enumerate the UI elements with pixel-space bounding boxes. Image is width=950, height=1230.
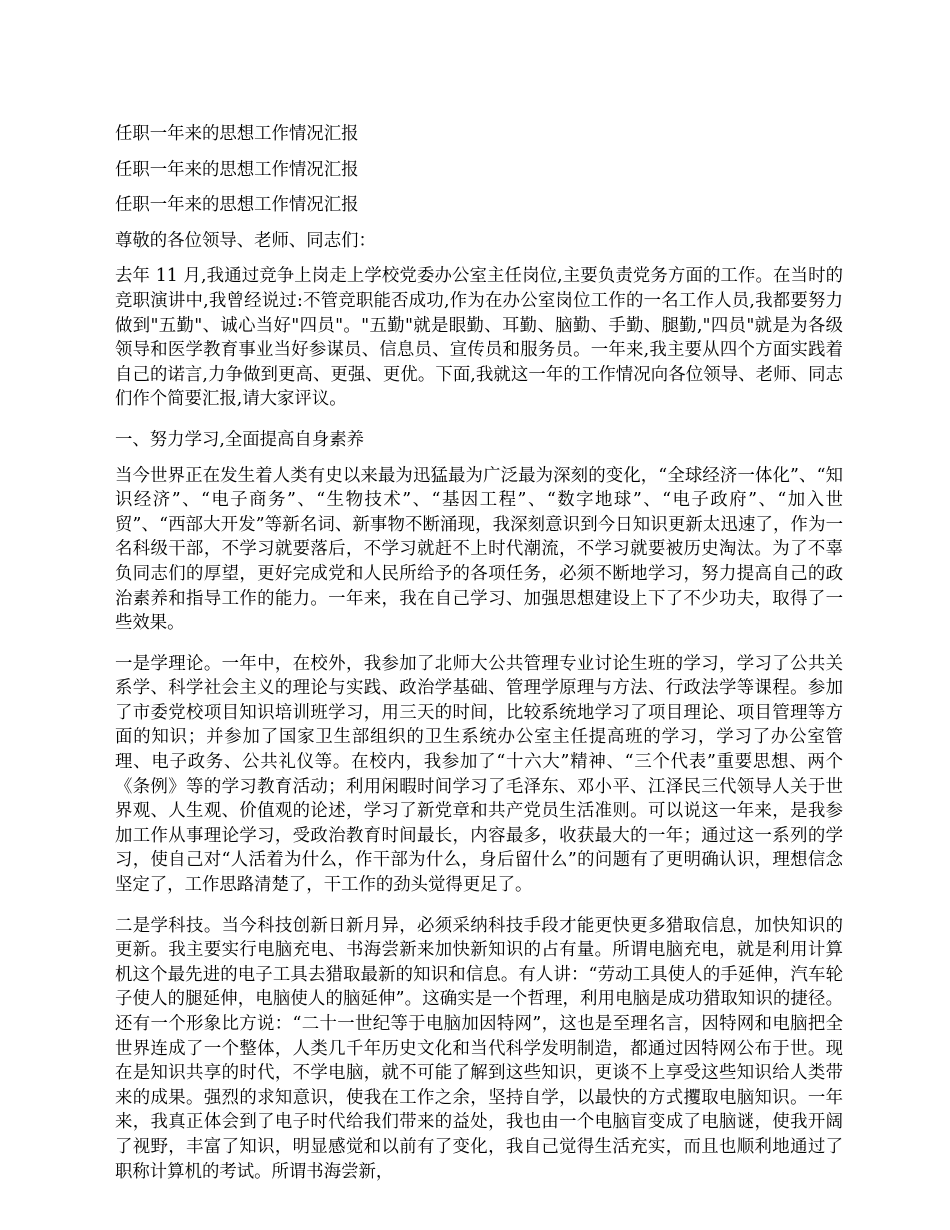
technology-paragraph: 二是学科技。当今科技创新日新月异，必须采纳科技手段才能更快更多猎取信息，加快知识的更新。我主要实行电脑充电、书海尝新来加快新知识的占有量。所谓电脑充电，就是利用计算机这个最先进的电子工具去猎取最新的知识和信息。有人讲：“劳动工具使人的手延伸，汽车轮子使人的腿延伸，电脑使人的脑延伸”。这确实是一个哲理，利用电脑是成功猎取知识的捷径。还有一个形象比方说：“二十一世纪等于电脑加因特网”，这也是至理名言，因特网和电脑把全世界连成了一个整体，人类几千年历史文化和当代科学发明制造，都通过因特网公布于世。现在是知识共享的时代，不学电脑，就不可能了解到这些知识，更谈不上享受这些知识给人类带来的成果。强烈的求知意识，使我在工作之余，坚持自学，以最快的方式攫取电脑知识。一年来，我真正体会到了电子时代给我们带来的益处，我也由一个电脑盲变成了电脑谜，使我开阔了视野，丰富了知识，明显感觉和以前有了变化，我自己觉得生活充实，而且也顺利地通过了职称计算机的考试。所谓书海尝新，	[115, 915, 843, 1182]
document-title: 任职一年来的思想工作情况汇报	[115, 124, 359, 144]
theory-paragraph: 一是学理论。一年中，在校外，我参加了北师大公共管理专业讨论生班的学习，学习了公共关系学、科学社会主义的理论与实践、政治学基础、管理学原理与方法、行政法学等课程。参加了市委党校项目知识培训班学习，用三天的时间，比较系统地学习了项目理论、项目管理等方面的知识；并参加了国家卫生部组织的卫生系统办公室主任提高班的学习，学习了办公室管理、电子政务、公共礼仪等。在校内，我参加了“十六大”精神、“三个代表”重要思想、两个《条例》等的学习教育活动；利用闲暇时间学习了毛泽东、邓小平、江泽民三代领导人关于世界观、人生观、价值观的论述，学习了新党章和共产党员生活准则。可以说这一年来，是我参加工作从事理论学习，受政治教育时间最长，内容最多，收获最大的一年；通过这一系列的学习，使自己对“人活着为什么，作干部为什么，身后留什么”的问题有了更明确认识，理想信念坚定了，工作思路清楚了，干工作的劲头觉得更足了。	[115, 653, 843, 896]
document-title-repeat: 任职一年来的思想工作情况汇报	[115, 159, 359, 180]
document-title-repeat-2: 任职一年来的思想工作情况汇报	[115, 195, 359, 216]
intro-paragraph: 去年 11 月,我通过竞争上岗走上学校党委办公室主任岗位,主要负责党务方面的工作。在当时的竞职演讲中,我曾经说过:不管竞职能否成功,作为在办公室岗位工作的一名工作人员,我都要努力做到"五勤"、诚心当好"四员"。"五勤"就是眼勤、耳勤、脑勤、手勤、腿勤,"四员"就是为各级领导和医学教育事业当好参谋员、信息员、宣传员和服务员。一年来,我主要从四个方面实践着自己的诺言,力争做到更高、更强、更优。下面,我就这一年的工作情况向各位领导、老师、同志们作个简要汇报,请大家评议。	[115, 266, 843, 410]
section-heading: 一、努力学习,全面提高自身素养	[115, 429, 364, 450]
document-body	[115, 122, 843, 1200]
section-paragraph: 当今世界正在发生着人类有史以来最为迅猛最为广泛最为深刻的变化，“全球经济一体化”、“知识经济”、“电子商务”、“生物技术”、“基因工程”、“数字地球”、“电子政府”、“加入世贸”、“西部大开发”等新名词、新事物不断涌现，我深刻意识到今日知识更新太迅速了，作为一名科级干部，不学习就要落后，不学习就赶不上时代潮流，不学习就要被历史淘汰。为了不辜负同志们的厚望，更好完成党和人民所给予的各项任务，必须不断地学习，努力提高自己的政治素养和指导工作的能力。一年来，我在自己学习、加强思想建设上下了不少功夫，取得了一些效果。	[115, 465, 843, 634]
greeting: 尊敬的各位领导、老师、同志们：	[115, 230, 376, 251]
